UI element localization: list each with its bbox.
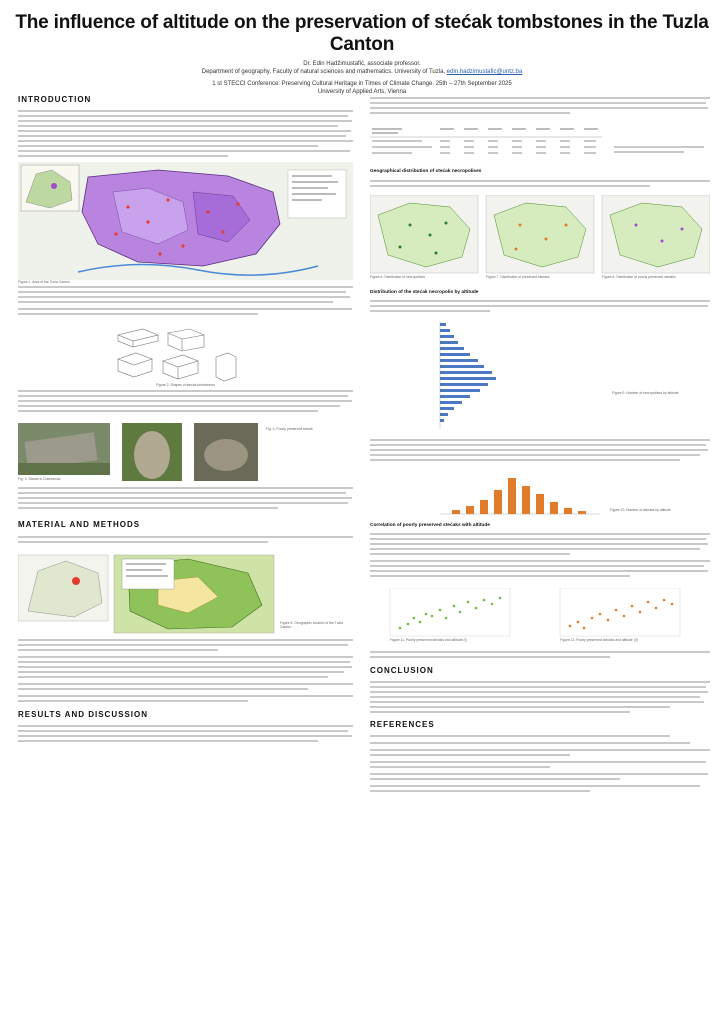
conclusion-text-placeholder bbox=[370, 679, 710, 715]
figure-10-caption: Figure 10. Number of stećaks by altitude bbox=[610, 508, 671, 512]
materials-text-placeholder bbox=[18, 534, 353, 546]
intro-text-placeholder bbox=[18, 108, 353, 160]
stecak-shapes-drawing bbox=[18, 323, 353, 383]
figure-2-shapes bbox=[18, 323, 353, 383]
figure-5-caption: Figure 5. Geographic location of the Tuzla Canton bbox=[280, 620, 343, 630]
figure-8-caption: Figure 8. Distribution of poorly preserved stećaks bbox=[602, 275, 676, 279]
figure-6-8-maps bbox=[370, 195, 705, 287]
venue: University of Applied Arts, Vienna bbox=[317, 89, 407, 95]
three-maps bbox=[370, 195, 710, 287]
poster-title: The influence of altitude on the preservation of stećak tombstones in the Tuzla Canton bbox=[15, 12, 709, 55]
body-text-placeholder-3 bbox=[18, 485, 353, 515]
materials-heading: MATERIAL AND METHODS bbox=[18, 519, 141, 529]
conference: 1 st STECCI Conference: Preserving Cultural Heritage in Times of Climate Change. 25th – 27th September 2025 bbox=[212, 81, 512, 87]
geo-distribution-heading: Geographical distribution of stećak necropolises bbox=[370, 169, 482, 174]
altitude-bar-chart bbox=[370, 317, 710, 437]
conclusion-heading: CONCLUSION bbox=[370, 666, 434, 675]
figure-7-caption: Figure 7. Distribution of preserved stećaks bbox=[486, 275, 550, 279]
stecak-table bbox=[370, 126, 705, 163]
correlation-text-placeholder bbox=[370, 531, 710, 583]
references-heading: REFERENCES bbox=[370, 720, 435, 729]
intro-text-lines bbox=[18, 108, 353, 160]
table-grid bbox=[370, 126, 710, 158]
figure-9-chart bbox=[370, 317, 705, 437]
right-intro-text-placeholder bbox=[370, 95, 710, 119]
figure-12-caption: Figure 12. Poorly preserved stećaks and altitude (II) bbox=[560, 638, 638, 642]
body-text-placeholder-1 bbox=[18, 284, 353, 318]
figure-4-caption: Fig. 4. Poorly preserved stećak bbox=[266, 426, 313, 431]
canton-map bbox=[18, 162, 353, 280]
body-text-placeholder-4 bbox=[18, 637, 353, 705]
altitude-text-placeholder bbox=[370, 298, 710, 312]
results-heading: RESULTS AND DISCUSSION bbox=[18, 709, 149, 719]
correlation-heading: Correlation of poorly preserved stećaks with altitude bbox=[370, 523, 490, 528]
poster-header bbox=[0, 8, 724, 96]
altitude-text-placeholder-2 bbox=[370, 437, 710, 467]
figure-2-caption: Figure 2. Shapes of stećak tombstones bbox=[156, 383, 215, 388]
figure-10-chart bbox=[370, 472, 705, 520]
post-scatter-text-placeholder bbox=[370, 649, 710, 661]
figure-9-caption: Figure 9. Number of necropolises by altitude bbox=[612, 391, 679, 395]
figure-11-caption: Figure 11. Poorly preserved stećaks and altitude (I) bbox=[390, 638, 467, 642]
right-column bbox=[370, 95, 705, 804]
stecak-photos bbox=[18, 423, 353, 485]
figure-3-caption: Fig. 3. Stećak in Dubravnica bbox=[18, 476, 61, 481]
stecak-bar-chart bbox=[370, 472, 710, 520]
author: Dr. Edin Hadžimustafić, associate professor. bbox=[303, 61, 421, 67]
figure-11-12-scatter bbox=[370, 588, 705, 648]
references-text-placeholder bbox=[370, 733, 710, 799]
left-column bbox=[18, 95, 353, 752]
results-text-placeholder bbox=[18, 723, 353, 747]
figure-5-location bbox=[18, 551, 353, 637]
body-text-placeholder-2 bbox=[18, 388, 353, 418]
geo-text-placeholder bbox=[370, 178, 710, 190]
affiliation: Department of geography, Faculty of natural sciences and mathematics, University of Tuzla bbox=[201, 69, 444, 75]
figure-1-map bbox=[18, 162, 353, 280]
affiliation-line: Department of geography, Faculty of natural sciences and mathematics, University of Tuzla, edin.hadzimustafic@untz.ba bbox=[201, 69, 523, 75]
figure-1-caption: Figure 1. Area of the Tuzla Canton bbox=[18, 280, 70, 284]
altitude-distribution-heading: Distribution of the stećak necropolis by altitude bbox=[370, 290, 479, 295]
introduction-heading: INTRODUCTION bbox=[18, 95, 92, 104]
email-link[interactable]: edin.hadzimustafic@untz.ba bbox=[446, 69, 523, 75]
figure-6-caption: Figure 6. Distribution of necropolises bbox=[370, 275, 426, 279]
photo-row bbox=[18, 423, 353, 485]
